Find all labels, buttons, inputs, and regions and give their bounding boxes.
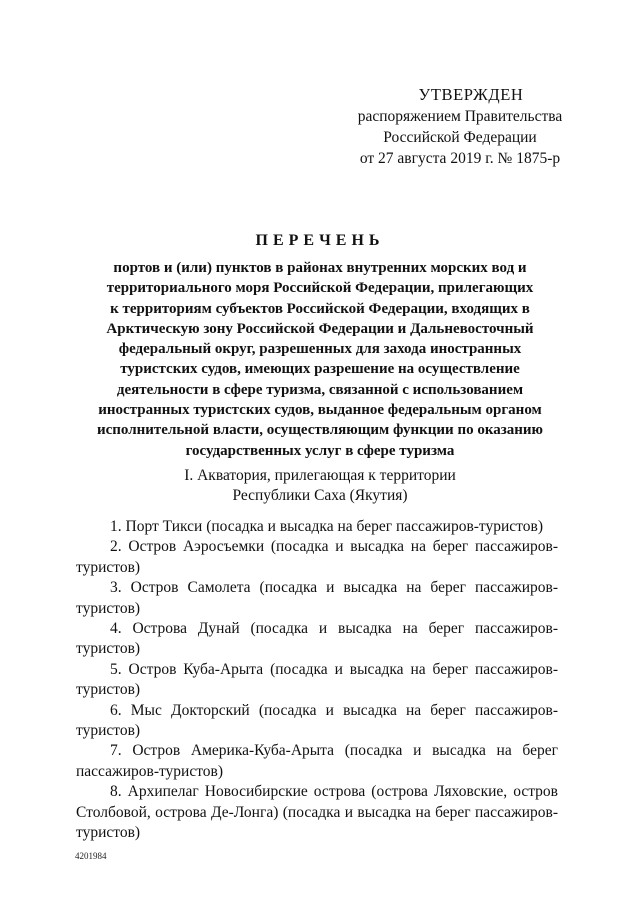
list-item-line: туристов) [76, 599, 141, 617]
list-item-line: туристов) [76, 681, 141, 699]
items-list [76, 517, 558, 844]
list-item-line: 8. Архипелаг Новосибирские острова (острова Ляховские, остров [110, 783, 558, 801]
list-item [76, 660, 558, 701]
list-item-line: 3. Остров Самолета (посадка и высадка на берег пассажиров- [110, 579, 558, 597]
document-subtitle [70, 258, 570, 461]
list-item [76, 537, 558, 578]
subtitle-line: деятельности в сфере туризма, связанной с использованием [116, 381, 524, 398]
list-item-line: 1. Порт Тикси (посадка и высадка на берег пассажиров-туристов) [110, 518, 543, 535]
subtitle-line: к территориям субъектов Российской Федерации, входящих в [110, 300, 530, 317]
list-item-line: Столбовой, острова Де-Лонга) (посадка и высадка на берег пассажиров- [76, 803, 558, 821]
approval-line-3: от 27 августа 2019 г. № 1875-р [359, 150, 561, 167]
subtitle-line: государственных услуг в сфере туризма [185, 442, 455, 459]
list-item-line: 6. Мыс Докторский (посадка и высадка на берег пассажиров- [110, 701, 558, 719]
approval-line-2: Российской Федерации [383, 129, 537, 146]
subtitle-line: территориального моря Российской Федерации, прилегающих [106, 280, 534, 297]
list-item [76, 619, 558, 660]
list-item [76, 578, 558, 619]
subtitle-line: туристских судов, имеющих разрешение на осуществление [120, 361, 520, 378]
list-item-line: туристов) [76, 824, 141, 842]
list-item [76, 701, 558, 742]
list-item-line: туристов) [76, 722, 141, 740]
list-item-line: 2. Остров Аэросъемки (посадка и высадка на берег пассажиров- [110, 538, 558, 556]
approved-heading: УТВЕРЖДЕН [418, 85, 524, 104]
list-item [76, 517, 558, 537]
list-item-line: 7. Остров Америка-Куба-Арыта (посадка и высадка на берег [110, 742, 558, 760]
list-item-line: пассажиров-туристов) [76, 762, 224, 780]
approval-block [330, 84, 590, 169]
subtitle-line: федеральный округ, разрешенных для захода иностранных [118, 341, 522, 358]
list-item-line: 4. Острова Дунай (посадка и высадка на берег пассажиров-туристов) [76, 620, 558, 658]
approval-line-1: распоряжением Правительства [357, 108, 563, 125]
document-title: ПЕРЕЧЕНЬ [255, 232, 385, 249]
section-heading [0, 466, 640, 506]
document-code: 4201984 [75, 851, 107, 861]
subtitle-line: портов и (или) пунктов в районах внутренних морских вод и [113, 260, 527, 276]
section-heading-line-2: Республики Саха (Якутия) [232, 487, 408, 504]
list-item-line: туристов) [76, 558, 141, 576]
list-item-line: 5. Остров Куба-Арыта (посадка и высадка на берег пассажиров- [110, 660, 558, 678]
subtitle-line: иностранных туристских судов, выданное федеральным органом [98, 402, 542, 419]
list-item [76, 782, 558, 843]
section-heading-line-1: I. Акватория, прилегающая к территории [184, 467, 456, 484]
subtitle-line: Арктическую зону Российской Федерации и Дальневосточный [106, 320, 534, 337]
subtitle-line: исполнительной власти, осуществляющим функции по оказанию [96, 422, 544, 439]
list-item [76, 741, 558, 782]
